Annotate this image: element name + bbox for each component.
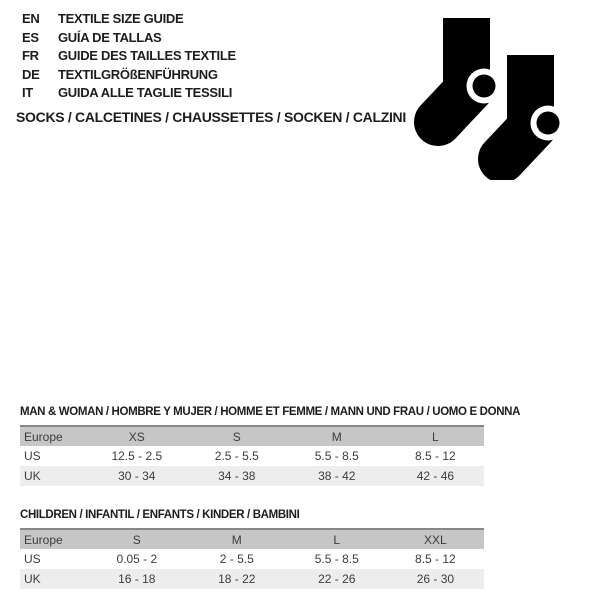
- column-header-size: M: [331, 429, 342, 444]
- size-value: 34 - 38: [218, 469, 256, 483]
- table-header-row: [20, 426, 484, 446]
- table-row-us: [20, 446, 484, 466]
- language-row-fr: [22, 47, 236, 66]
- table-row-uk: [20, 466, 484, 486]
- language-code: IT: [22, 85, 33, 101]
- language-code: FR: [22, 48, 39, 64]
- adults-size-table: [20, 425, 484, 486]
- sock-front: [502, 55, 560, 159]
- column-header-region: Europe: [24, 429, 63, 444]
- language-code: ES: [22, 29, 39, 45]
- row-label: UK: [24, 469, 41, 483]
- column-header-size: L: [333, 532, 341, 547]
- size-value: 12.5 - 2.5: [111, 449, 163, 463]
- column-header-size: L: [432, 429, 439, 444]
- column-header-size: XXL: [424, 532, 447, 547]
- column-header-size: XS: [128, 429, 145, 444]
- language-label: TEXTILGRÖßENFÜHRUNG: [58, 66, 218, 82]
- sock-back: [438, 18, 502, 122]
- language-row-de: [22, 66, 236, 85]
- language-label: GUIDA ALLE TAGLIE TESSILI: [58, 85, 233, 101]
- size-value: 2.5 - 5.5: [214, 449, 259, 463]
- language-row-es: [22, 29, 236, 48]
- column-header-region: Europe: [24, 532, 63, 547]
- row-label: US: [24, 552, 41, 566]
- table-row-uk: [20, 569, 484, 589]
- row-label: UK: [24, 572, 41, 586]
- table-header-row: [20, 529, 484, 549]
- size-table-adults: [20, 406, 521, 486]
- size-value: 8.5 - 12: [415, 552, 456, 566]
- size-value: 42 - 46: [416, 469, 455, 483]
- size-value: 16 - 18: [118, 572, 156, 586]
- language-label: GUÍA DE TALLAS: [58, 29, 162, 45]
- socks-icon: [408, 10, 560, 180]
- size-value: 18 - 22: [218, 572, 256, 586]
- language-code: EN: [22, 11, 40, 26]
- children-size-table: [20, 528, 484, 589]
- size-value: 0.05 - 2: [116, 552, 158, 566]
- size-table-children: [20, 509, 484, 589]
- language-code: DE: [22, 66, 40, 82]
- column-header-size: S: [132, 532, 141, 547]
- size-value: 38 - 42: [318, 469, 356, 483]
- language-label: GUIDE DES TAILLES TEXTILE: [58, 48, 236, 64]
- language-row-it: [22, 84, 236, 103]
- size-value: 22 - 26: [318, 572, 356, 586]
- language-list: [22, 10, 236, 103]
- size-value: 5.5 - 8.5: [314, 552, 359, 566]
- size-value: 2 - 5.5: [219, 552, 254, 566]
- table-row-us: [20, 549, 484, 569]
- table-title-adults: MAN & WOMAN / HOMBRE Y MUJER / HOMME ET FEMME / MANN UND FRAU / UOMO E DONNA: [20, 406, 521, 418]
- size-value: 5.5 - 8.5: [314, 449, 359, 463]
- column-header-size: S: [232, 429, 241, 444]
- size-value: 8.5 - 12: [415, 449, 456, 463]
- language-label: TEXTILE SIZE GUIDE: [58, 11, 184, 26]
- category-line: SOCKS / CALCETINES / CHAUSSETTES / SOCKEN / CALZINI: [16, 109, 406, 125]
- language-row-en: [22, 10, 236, 29]
- size-value: 26 - 30: [416, 572, 455, 586]
- row-label: US: [24, 449, 41, 463]
- size-value: 30 - 34: [118, 469, 156, 483]
- column-header-size: M: [231, 532, 242, 547]
- table-title-children: CHILDREN / INFANTIL / ENFANTS / KINDER / BAMBINI: [20, 509, 300, 521]
